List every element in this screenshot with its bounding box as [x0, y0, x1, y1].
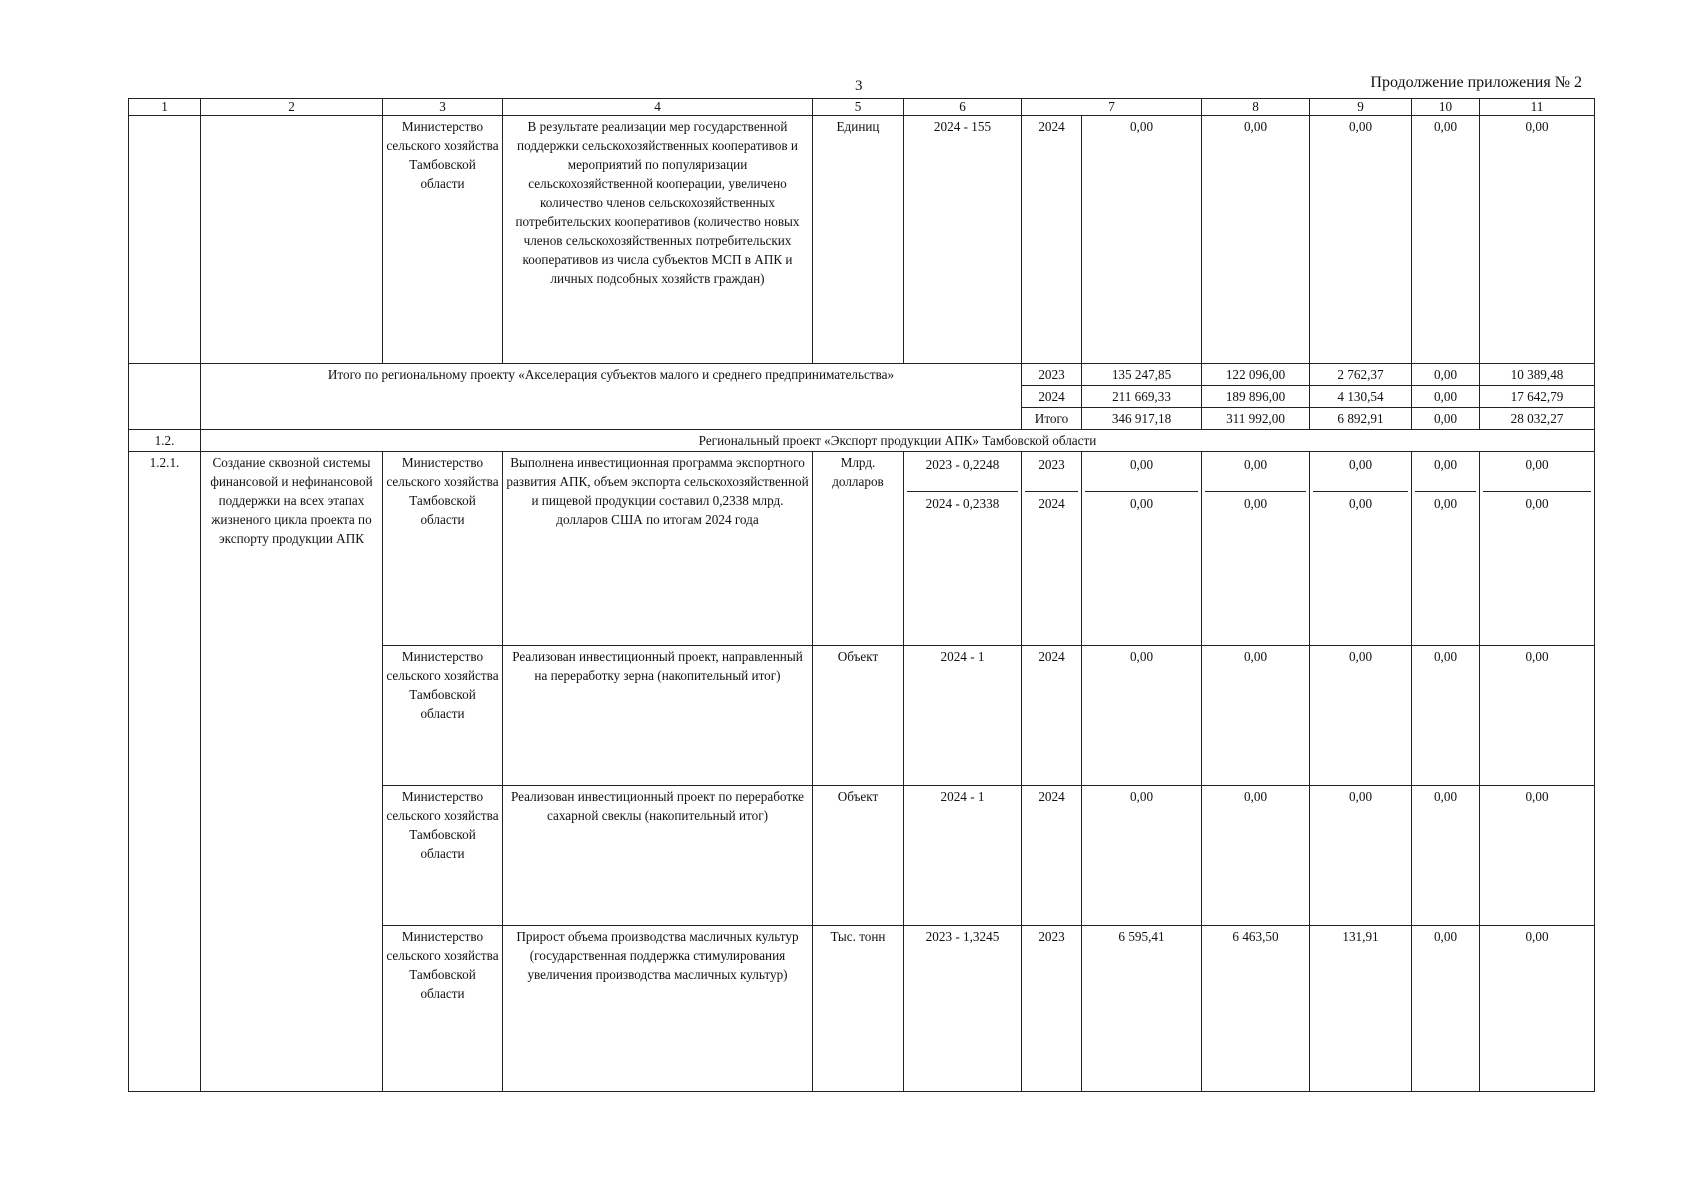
value-col7 [1082, 452, 1202, 646]
unit-cell: Млрд. долларов [813, 452, 904, 646]
value-col7: 6 595,41 [1082, 926, 1202, 1092]
value-col7: 0,00 [1082, 116, 1202, 364]
ministry-cell: Министерство сельского хозяйства Тамбовской области [383, 452, 503, 646]
col-header-4: 4 [503, 99, 813, 116]
total-empty-cell [129, 364, 201, 430]
sub-value: 0,00 [1129, 457, 1154, 472]
value-col7: 0,00 [1082, 786, 1202, 926]
sub-value: 0,00 [1085, 491, 1198, 515]
value-col11: 0,00 [1480, 786, 1595, 926]
sub-value: 0,00 [1483, 491, 1591, 515]
total-label: Итого по региональному проекту «Акселерация субъектов малого и среднего предпринимательства» [201, 364, 1022, 430]
column-number-row [129, 99, 1595, 116]
ministry-cell: Министерство сельского хозяйства Тамбовской области [383, 926, 503, 1092]
row-number-cell [129, 116, 201, 364]
value-col10: 0,00 [1412, 116, 1480, 364]
total-col7: 211 669,33 [1082, 386, 1202, 408]
sub-value: 0,00 [1205, 491, 1306, 515]
total-col7: 346 917,18 [1082, 408, 1202, 430]
total-col10: 0,00 [1412, 364, 1480, 386]
value-col11: 0,00 [1480, 926, 1595, 1092]
ministry-cell: Министерство сельского хозяйства Тамбовской области [383, 116, 503, 364]
value-col11: 0,00 [1480, 646, 1595, 786]
year-cell: 2024 [1022, 116, 1082, 364]
ministry-cell: Министерство сельского хозяйства Тамбовской области [383, 646, 503, 786]
program-table [128, 98, 1595, 1092]
value-col8: 0,00 [1202, 646, 1310, 786]
total-col11: 28 032,27 [1480, 408, 1595, 430]
total-col11: 17 642,79 [1480, 386, 1595, 408]
value-col9: 131,91 [1310, 926, 1412, 1092]
sub-value: 0,00 [1433, 457, 1458, 472]
table-row [129, 116, 1595, 364]
year-cell: 2024 [1022, 646, 1082, 786]
total-col8: 122 096,00 [1202, 364, 1310, 386]
total-year: 2023 [1022, 364, 1082, 386]
result-cell: Реализован инвестиционный проект, направленный на переработку зерна (накопительный итог) [503, 646, 813, 786]
total-year: Итого [1022, 408, 1082, 430]
unit-cell: Объект [813, 786, 904, 926]
target-cell: 2024 - 155 [904, 116, 1022, 364]
result-cell: Прирост объема производства масличных культур (государственная поддержка стимулирования увеличения производства масличных культур) [503, 926, 813, 1092]
section-row [129, 430, 1595, 452]
value-col9 [1310, 452, 1412, 646]
total-col9: 6 892,91 [1310, 408, 1412, 430]
section-title: Региональный проект «Экспорт продукции АПК» Тамбовской области [201, 430, 1595, 452]
col-header-3: 3 [383, 99, 503, 116]
col-header-6: 6 [904, 99, 1022, 116]
measure-name-cell [201, 116, 383, 364]
unit-cell: Тыс. тонн [813, 926, 904, 1092]
sub-value: 0,00 [1525, 457, 1549, 472]
total-col9: 4 130,54 [1310, 386, 1412, 408]
sub-value: 0,00 [1415, 491, 1476, 515]
total-col7: 135 247,85 [1082, 364, 1202, 386]
value-col10: 0,00 [1412, 786, 1480, 926]
total-col11: 10 389,48 [1480, 364, 1595, 386]
result-cell: Выполнена инвестиционная программа экспортного развития АПК, объем экспорта сельскохозяйственной и пищевой продукции составил 0,2338 млрд. долларов США по итогам 2024 года [503, 452, 813, 646]
sub-value: 0,00 [1243, 457, 1268, 472]
table-row [129, 452, 1595, 646]
target-cell: 2023 - 1,3245 [904, 926, 1022, 1092]
ministry-cell: Министерство сельского хозяйства Тамбовской области [383, 786, 503, 926]
value-col11 [1480, 452, 1595, 646]
sub-year: 2023 [1038, 457, 1065, 472]
total-col8: 311 992,00 [1202, 408, 1310, 430]
value-col10: 0,00 [1412, 646, 1480, 786]
value-col9: 0,00 [1310, 646, 1412, 786]
total-row [129, 364, 1595, 386]
total-col10: 0,00 [1412, 386, 1480, 408]
value-col9: 0,00 [1310, 116, 1412, 364]
year-cell [1022, 452, 1082, 646]
col-header-5: 5 [813, 99, 904, 116]
value-col8: 6 463,50 [1202, 926, 1310, 1092]
sub-target: 2024 - 0,2338 [907, 491, 1018, 515]
col-header-7: 7 [1022, 99, 1202, 116]
target-cell [904, 452, 1022, 646]
total-col9: 2 762,37 [1310, 364, 1412, 386]
year-cell: 2024 [1022, 786, 1082, 926]
value-col7: 0,00 [1082, 646, 1202, 786]
col-header-8: 8 [1202, 99, 1310, 116]
col-header-10: 10 [1412, 99, 1480, 116]
target-cell: 2024 - 1 [904, 786, 1022, 926]
total-col10: 0,00 [1412, 408, 1480, 430]
value-col9: 0,00 [1310, 786, 1412, 926]
page-number: 3 [855, 78, 863, 94]
col-header-2: 2 [201, 99, 383, 116]
value-col8: 0,00 [1202, 786, 1310, 926]
year-cell: 2023 [1022, 926, 1082, 1092]
col-header-9: 9 [1310, 99, 1412, 116]
sub-year: 2024 [1025, 491, 1078, 515]
value-col10 [1412, 452, 1480, 646]
sub-value: 0,00 [1313, 491, 1408, 515]
value-col8 [1202, 452, 1310, 646]
value-col11: 0,00 [1480, 116, 1595, 364]
sub-value: 0,00 [1348, 457, 1373, 472]
appendix-continuation-note: Продолжение приложения № 2 [1370, 74, 1582, 91]
total-year: 2024 [1022, 386, 1082, 408]
unit-cell: Объект [813, 646, 904, 786]
sub-target: 2023 - 0,2248 [925, 457, 1000, 472]
col-header-1: 1 [129, 99, 201, 116]
item-number: 1.2.1. [129, 452, 201, 1092]
result-cell: Реализован инвестиционный проект по переработке сахарной свеклы (накопительный итог) [503, 786, 813, 926]
section-number: 1.2. [129, 430, 201, 452]
col-header-11: 11 [1480, 99, 1595, 116]
value-col8: 0,00 [1202, 116, 1310, 364]
total-col8: 189 896,00 [1202, 386, 1310, 408]
unit-cell: Единиц [813, 116, 904, 364]
target-cell: 2024 - 1 [904, 646, 1022, 786]
item-name: Создание сквозной системы финансовой и нефинансовой поддержки на всех этапах жизненого цикла проекта по экспорту продукции АПК [201, 452, 383, 1092]
result-cell: В результате реализации мер государственной поддержки сельскохозяйственных кооперативов и мероприятий по популяризации сельскохозяйственной кооперации, увеличено количество членов сельскохозяйственных потребительских кооперативов (количество новых членов сельскохозяйственных потребительских кооперативов из числа субъектов МСП в АПК и личных подсобных хозяйств граждан) [503, 116, 813, 364]
value-col10: 0,00 [1412, 926, 1480, 1092]
